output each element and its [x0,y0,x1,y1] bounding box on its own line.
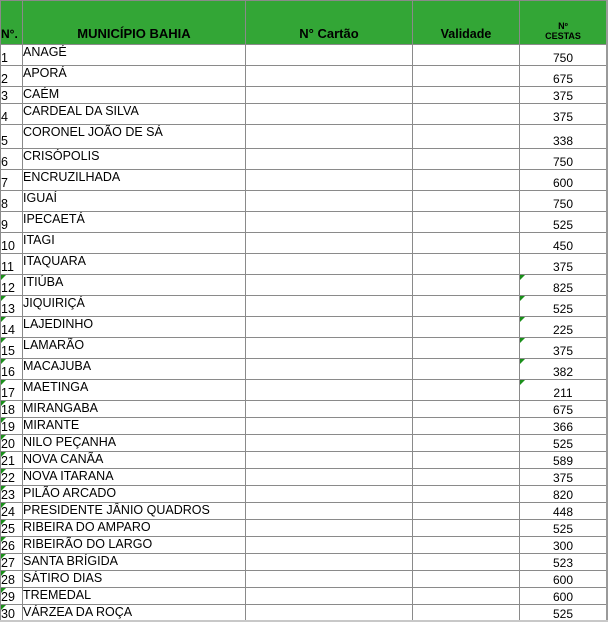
cartao-cell[interactable] [246,469,413,486]
error-indicator-icon [1,486,6,491]
table-row [1,401,607,418]
validade-cell[interactable] [413,571,520,588]
cestas-value: 366 [552,420,574,434]
cestas-cell[interactable] [520,45,607,66]
cestas-cell[interactable] [520,571,607,588]
row-number: 30 [1,607,15,621]
row-number: 2 [1,72,8,86]
row-number: 6 [1,155,8,169]
validade-cell[interactable] [413,296,520,317]
table-row [1,359,607,380]
validade-cell[interactable] [413,338,520,359]
validade-cell[interactable] [413,317,520,338]
error-indicator-icon [1,537,6,542]
cestas-value: 448 [552,505,574,519]
cestas-cell[interactable] [520,87,607,104]
row-number-cell[interactable] [1,486,23,503]
row-number: 16 [1,365,15,379]
table-row [1,275,607,296]
cestas-cell[interactable] [520,125,607,149]
header-cestas-bottom: CESTAS [545,31,581,41]
cestas-value: 211 [553,386,573,400]
row-number-cell[interactable] [1,191,23,212]
row-number: 3 [1,89,8,103]
municipio-cell[interactable]: RIBEIRA DO AMPARO [23,520,246,537]
header-cartao[interactable]: N° Cartão [246,1,413,45]
cartao-cell[interactable] [246,401,413,418]
municipio-cell[interactable]: JIQUIRIÇÁ [23,296,246,317]
cestas-value: 525 [552,607,574,621]
cestas-value: 525 [552,218,574,232]
row-number-cell[interactable] [1,520,23,537]
row-number-cell[interactable] [1,503,23,520]
cartao-cell[interactable] [246,380,413,401]
row-number-cell[interactable] [1,359,23,380]
row-number-cell[interactable] [1,275,23,296]
row-number-cell[interactable] [1,170,23,191]
municipio-cell[interactable]: ANAGÉ [23,45,246,66]
cestas-cell[interactable] [520,66,607,87]
validade-cell[interactable] [413,254,520,275]
table-row [1,469,607,486]
cestas-cell[interactable] [520,104,607,125]
table-row [1,418,607,435]
validade-cell[interactable] [413,125,520,149]
validade-cell[interactable] [413,418,520,435]
table-row [1,520,607,537]
cartao-cell[interactable] [246,503,413,520]
table-row [1,254,607,275]
row-number-cell[interactable] [1,104,23,125]
row-number: 1 [1,51,8,65]
municipio-cell[interactable]: SÁTIRO DIAS [23,571,246,588]
table-row [1,486,607,503]
table-row [1,66,607,87]
row-number-cell[interactable] [1,401,23,418]
row-number-cell[interactable] [1,233,23,254]
row-number: 17 [1,386,15,400]
table-row [1,45,607,66]
table-row [1,87,607,104]
table-row [1,452,607,469]
header-municipio[interactable]: MUNICÍPIO BAHIA [23,1,246,45]
table-row [1,149,607,170]
cartao-cell[interactable] [246,588,413,605]
table-row [1,296,607,317]
municipio-cell[interactable]: ITAQUARA [23,254,246,275]
table-row [1,554,607,571]
error-indicator-icon [1,554,6,559]
row-number-cell[interactable] [1,317,23,338]
row-number: 4 [1,110,8,124]
cestas-cell[interactable] [520,486,607,503]
table-row [1,571,607,588]
cestas-value: 375 [552,260,574,274]
validade-cell[interactable] [413,191,520,212]
row-number: 19 [1,420,15,434]
row-number: 23 [1,488,15,502]
row-number: 29 [1,590,15,604]
row-number-cell[interactable] [1,537,23,554]
cestas-cell[interactable] [520,554,607,571]
row-number-cell[interactable] [1,149,23,170]
error-indicator-icon [1,296,6,301]
row-number-cell[interactable] [1,588,23,605]
table-row [1,191,607,212]
table-row [1,317,607,338]
cestas-value: 375 [552,110,574,124]
error-indicator-icon [1,469,6,474]
cestas-cell[interactable] [520,588,607,605]
row-number-cell[interactable] [1,469,23,486]
cestas-cell[interactable] [520,537,607,554]
validade-cell[interactable] [413,212,520,233]
cestas-value: 525 [552,437,574,451]
error-indicator-icon [1,588,6,593]
cestas-value: 300 [552,539,574,553]
error-indicator-icon [1,452,6,457]
cestas-value: 600 [552,590,574,604]
cestas-cell[interactable] [520,170,607,191]
cestas-value: 375 [552,89,574,103]
cestas-value: 525 [552,302,574,316]
municipio-cell[interactable]: APORÁ [23,66,246,87]
error-indicator-icon [1,418,6,423]
cestas-cell[interactable] [520,317,607,338]
cartao-cell[interactable] [246,571,413,588]
cestas-value: 338 [552,134,574,148]
header-cestas-top: Nº [558,21,568,31]
cestas-cell[interactable] [520,296,607,317]
table-row [1,503,607,520]
cestas-cell[interactable] [520,503,607,520]
error-indicator-icon [1,605,6,610]
cestas-cell[interactable] [520,233,607,254]
header-number[interactable]: N°. [1,1,23,45]
row-number-cell[interactable] [1,571,23,588]
cartao-cell[interactable] [246,275,413,296]
row-number-cell[interactable] [1,45,23,66]
row-number: 20 [1,437,15,451]
table-row [1,104,607,125]
validade-cell[interactable] [413,45,520,66]
row-number: 18 [1,403,15,417]
validade-cell[interactable] [413,104,520,125]
row-number-cell[interactable] [1,338,23,359]
cartao-cell[interactable] [246,554,413,571]
cartao-cell[interactable] [246,359,413,380]
cartao-cell[interactable] [246,104,413,125]
validade-cell[interactable] [413,588,520,605]
cestas-cell[interactable] [520,275,607,296]
cartao-cell[interactable] [246,418,413,435]
municipio-cell[interactable]: ITIÚBA [23,275,246,296]
cartao-cell[interactable] [246,338,413,359]
error-indicator-icon [520,296,525,301]
cartao-cell[interactable] [246,233,413,254]
cestas-cell[interactable] [520,435,607,452]
validade-cell[interactable] [413,537,520,554]
municipio-cell[interactable]: MIRANTE [23,418,246,435]
table-row [1,537,607,554]
cestas-cell[interactable] [520,520,607,537]
row-number: 28 [1,573,15,587]
error-indicator-icon [1,435,6,440]
header-row [1,1,607,45]
municipio-cell[interactable]: SANTA BRÍGIDA [23,554,246,571]
cartao-cell[interactable] [246,170,413,191]
cestas-cell[interactable] [520,149,607,170]
row-number-cell[interactable] [1,452,23,469]
cestas-value: 225 [552,323,574,337]
error-indicator-icon [1,571,6,576]
cartao-cell[interactable] [246,66,413,87]
municipio-cell[interactable]: NOVA CANÃA [23,452,246,469]
validade-cell[interactable] [413,170,520,191]
table-row [1,588,607,605]
validade-cell[interactable] [413,66,520,87]
cartao-cell[interactable] [246,125,413,149]
error-indicator-icon [1,317,6,322]
municipio-cell[interactable]: PILÃO ARCADO [23,486,246,503]
header-cestas[interactable] [520,1,607,45]
municipio-cell[interactable]: TREMEDAL [23,588,246,605]
cartao-cell[interactable] [246,149,413,170]
error-indicator-icon [1,401,6,406]
cestas-value: 750 [552,197,574,211]
error-indicator-icon [520,359,525,364]
validade-cell[interactable] [413,486,520,503]
cartao-cell[interactable] [246,254,413,275]
cartao-cell[interactable] [246,317,413,338]
row-number: 13 [1,302,15,316]
cartao-cell[interactable] [246,520,413,537]
validade-cell[interactable] [413,87,520,104]
municipio-cell[interactable]: PRESIDENTE JÂNIO QUADROS [23,503,246,520]
cartao-cell[interactable] [246,87,413,104]
error-indicator-icon [1,520,6,525]
municipio-cell[interactable]: RIBEIRÃO DO LARGO [23,537,246,554]
row-number: 7 [1,176,8,190]
cartao-cell[interactable] [246,537,413,554]
municipio-cell[interactable]: ENCRUZILHADA [23,170,246,191]
cestas-value: 750 [552,155,574,169]
error-indicator-icon [520,275,525,280]
row-number: 11 [1,260,14,274]
cestas-value: 523 [552,556,574,570]
municipio-cell[interactable]: LAJEDINHO [23,317,246,338]
cestas-cell[interactable] [520,469,607,486]
row-number-cell[interactable] [1,254,23,275]
table-row [1,605,607,622]
table-row [1,125,607,149]
validade-cell[interactable] [413,233,520,254]
municipio-cell[interactable]: CRISÓPOLIS [23,149,246,170]
cestas-value: 675 [552,403,574,417]
cestas-cell[interactable] [520,452,607,469]
cestas-cell[interactable] [520,338,607,359]
cestas-value: 382 [552,365,574,379]
validade-cell[interactable] [413,469,520,486]
row-number: 14 [1,323,15,337]
validade-cell[interactable] [413,380,520,401]
validade-cell[interactable] [413,275,520,296]
validade-cell[interactable] [413,503,520,520]
table-row [1,170,607,191]
cartao-cell[interactable] [246,486,413,503]
validade-cell[interactable] [413,435,520,452]
row-number: 25 [1,522,15,536]
municipio-cell[interactable]: MIRANGABA [23,401,246,418]
validade-cell[interactable] [413,605,520,622]
cartao-cell[interactable] [246,212,413,233]
cestas-value: 589 [552,454,574,468]
error-indicator-icon [1,380,6,385]
cestas-cell[interactable] [520,359,607,380]
row-number-cell[interactable] [1,212,23,233]
row-number: 21 [1,454,15,468]
error-indicator-icon [520,380,525,385]
error-indicator-icon [520,317,525,322]
row-number-cell[interactable] [1,554,23,571]
cestas-value: 600 [552,176,574,190]
cestas-value: 675 [552,72,574,86]
validade-cell[interactable] [413,554,520,571]
cestas-cell[interactable] [520,401,607,418]
municipio-cell[interactable]: ITAGI [23,233,246,254]
municipio-cell[interactable]: MACAJUBA [23,359,246,380]
municipio-cell[interactable]: NILO PEÇANHA [23,435,246,452]
row-number-cell[interactable] [1,380,23,401]
municipio-cell[interactable]: MAETINGA [23,380,246,401]
row-number: 24 [1,505,15,519]
municipio-cell[interactable]: IPECAETÁ [23,212,246,233]
row-number-cell[interactable] [1,296,23,317]
row-number: 27 [1,556,15,570]
municipio-cell[interactable]: LAMARÃO [23,338,246,359]
error-indicator-icon [1,338,6,343]
validade-cell[interactable] [413,359,520,380]
header-validade[interactable]: Validade [413,1,520,45]
row-number-cell[interactable] [1,66,23,87]
cartao-cell[interactable] [246,435,413,452]
row-number: 8 [1,197,8,211]
cartao-cell[interactable] [246,191,413,212]
cestas-cell[interactable] [520,254,607,275]
cestas-value: 375 [552,471,574,485]
cestas-value: 525 [552,522,574,536]
error-indicator-icon [1,503,6,508]
row-number-cell[interactable] [1,125,23,149]
validade-cell[interactable] [413,401,520,418]
validade-cell[interactable] [413,149,520,170]
row-number: 22 [1,471,15,485]
cestas-cell[interactable] [520,418,607,435]
row-number: 15 [1,344,15,358]
table-row [1,338,607,359]
municipio-cell[interactable]: VÁRZEA DA ROÇA [23,605,246,622]
cestas-cell[interactable] [520,212,607,233]
row-number-cell[interactable] [1,418,23,435]
cestas-value: 600 [552,573,574,587]
cestas-cell[interactable] [520,605,607,622]
cestas-cell[interactable] [520,191,607,212]
validade-cell[interactable] [413,452,520,469]
cestas-value: 750 [552,51,574,65]
table-row [1,435,607,452]
cestas-value: 825 [552,281,574,295]
cartao-cell[interactable] [246,296,413,317]
row-number: 9 [1,218,8,232]
cestas-value: 375 [552,344,574,358]
validade-cell[interactable] [413,520,520,537]
cartao-cell[interactable] [246,452,413,469]
municipio-cell[interactable]: IGUAÍ [23,191,246,212]
error-indicator-icon [1,359,6,364]
row-number: 12 [1,281,15,295]
error-indicator-icon [520,338,525,343]
municipio-cell[interactable]: NOVA ITARANA [23,469,246,486]
cestas-cell[interactable] [520,380,607,401]
municipio-cell[interactable]: CAÉM [23,87,246,104]
row-number-cell[interactable] [1,605,23,622]
municipio-cell[interactable]: CARDEAL DA SILVA [23,104,246,125]
row-number: 26 [1,539,15,553]
error-indicator-icon [1,275,6,280]
cestas-value: 450 [552,239,574,253]
table-row [1,233,607,254]
cestas-value: 820 [552,488,574,502]
table-row [1,212,607,233]
municipio-cell[interactable]: CORONEL JOÃO DE SÁ [23,125,246,149]
row-number-cell[interactable] [1,435,23,452]
table-row [1,380,607,401]
row-number: 5 [1,134,8,148]
cartao-cell[interactable] [246,45,413,66]
row-number: 10 [1,239,15,253]
cartao-cell[interactable] [246,605,413,622]
row-number-cell[interactable] [1,87,23,104]
